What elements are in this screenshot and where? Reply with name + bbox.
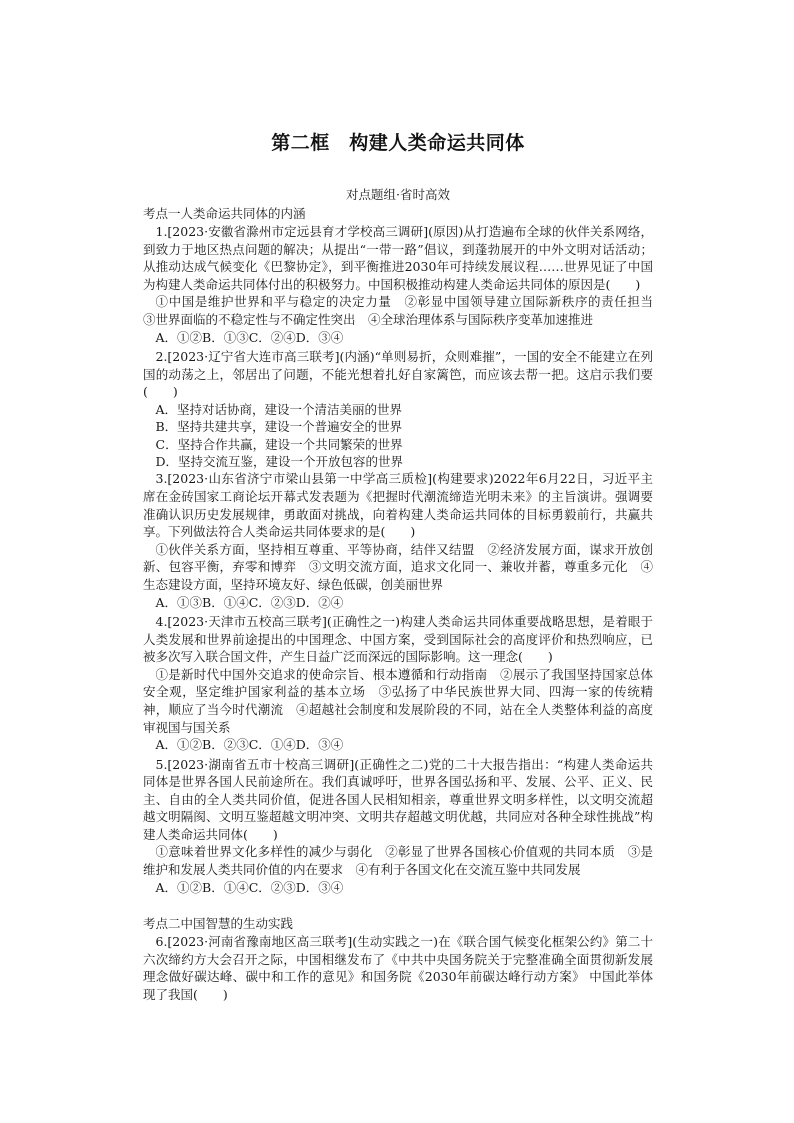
page-subtitle: 对点题组·省时高效	[346, 187, 450, 202]
question-3-options: ①伙伴关系方面，坚持相互尊重、平等协商，结伴又结盟 ②经济发展方面，谋求开放创新、包容平衡，弃零和博弈 ③文明交流方面，追求文化同一、兼收并蓄，尊重多元化 ④生态建设方面，坚持环境友好、绿色低碳，创美丽世界	[143, 541, 653, 592]
question-5-options: ①意味着世界文化多样性的减少与弱化 ②彰显了世界各国核心价值观的共同本质 ③是维护和发展人类共同价值的内在要求 ④有利于各国文化在交流互鉴中共同发展	[143, 844, 653, 878]
section-spacer	[143, 898, 653, 915]
question-1-options: ①中国是维护世界和平与稳定的决定力量 ②彰显中国领导建立国际新秩序的责任担当 ③世界面临的不稳定性与不确定性突出 ④全球治理体系与国际秩序变革加速推进	[143, 294, 666, 327]
question-2-option-c: C．坚持合作共赢，建设一个共同繁荣的世界	[155, 436, 403, 452]
question-2-stem: 2.[2023·辽宁省大连市高三联考](内涵)“单则易折，众则难摧”，一国的安全不能建立在列国的动荡之上，邻居出了问题，不能光想着扎好自家篱笆，而应该去帮一把。这启示我们要( )	[143, 348, 653, 400]
section-heading-2: 考点二中国智慧的生动实践	[143, 916, 294, 932]
question-2-option-d: D．坚持交流互鉴，建设一个开放包容的世界	[155, 453, 404, 469]
question-1-answers: A．①②B．①③C．②④D．③④	[155, 329, 344, 345]
question-3-stem: 3.[2023·山东省济宁市梁山县第一中学高三质检](构建要求)2022年6月22日，习近平主席在金砖国家工商论坛开幕式发表题为《把握时代潮流缔造光明未来》的主旨演讲。强调要准确认识历史发展规律，勇敢面对挑战，向着构建人类命运共同体的目标勇毅前行，共赢共享。下列做法符合人类命运共同体要求的是( )	[143, 471, 653, 540]
question-4-stem: 4.[2023·天津市五校高三联考](正确性之一)构建人类命运共同体重要战略思想，是着眼于人类发展和世界前途提出的中国理念、中国方案，受到国际社会的高度评价和热烈响应，已被多次写入联合国文件，产生日益广泛而深远的国际影响。这一理念( )	[143, 613, 653, 665]
page-title: 第二框 构建人类命运共同体	[271, 132, 525, 154]
question-6-stem: 6.[2023·河南省豫南地区高三联考](生动实践之一)在《联合国气候变化框架公约》第二十六次缔约方大会召开之际，中国相继发布了《中共中央国务院关于完整准确全面贯彻新发展理念做好碳达峰、碳中和工作的意见》和国务院《2030年前碳达峰行动方案》 中国此举体现了我国( )	[143, 934, 653, 1002]
question-2-option-b: B．坚持共建共享，建设一个普遍安全的世界	[155, 419, 403, 435]
section-heading-1: 考点一人类命运共同体的内涵	[143, 206, 306, 221]
question-4-answers: A．①②B．②③C．①④D．③④	[155, 737, 344, 753]
question-5-stem: 5.[2023·湖南省五市十校高三调研](正确性之二)党的二十大报告指出：“构建人类命运共同体是世界各国人民前途所在。我们真诚呼吁，世界各国弘扬和平、发展、公平、正义、民主、自由的全人类共同价值，促进各国人民相知相亲，尊重世界文明多样性，以文明交流超越文明隔阂、文明互鉴超越文明冲突、文明共存超越文明优越，共同应对各种全球性挑战”构建人类命运共同体( )	[143, 756, 653, 842]
question-2-option-a: A．坚持对话协商，建设一个清洁美丽的世界	[155, 401, 403, 417]
question-1-stem: 1.[2023·安徽省滁州市定远县育才学校高三调研](原因)从打造遍布全球的伙伴关系网络，到致力于地区热点问题的解决；从提出“一带一路”倡议，到蓬勃展开的中外文明对话活动；从推动达成气候变化《巴黎协定》，到平衡推进2030年可持续发展议程……世界见证了中国为构建人类命运共同体付出的积极努力。中国积极推动构建人类命运共同体的原因是( )	[143, 224, 653, 292]
question-4-options: ①是新时代中国外交追求的使命宗旨、根本遵循和行动指南 ②展示了我国坚持国家总体安全观，坚定维护国家利益的基本立场 ③弘扬了中华民族世界大同、四海一家的传统精神，顺应了当今时代潮流 ④超越社会制度和发展阶段的不同，站在全人类整体利益的高度审视国与国关系	[143, 666, 653, 735]
document-content	[143, 128, 666, 1003]
question-3-answers: A．①③B．①④C．②③D．②④	[155, 594, 344, 610]
question-5-answers: A．①②B．①④C．②③D．③④	[155, 879, 344, 895]
